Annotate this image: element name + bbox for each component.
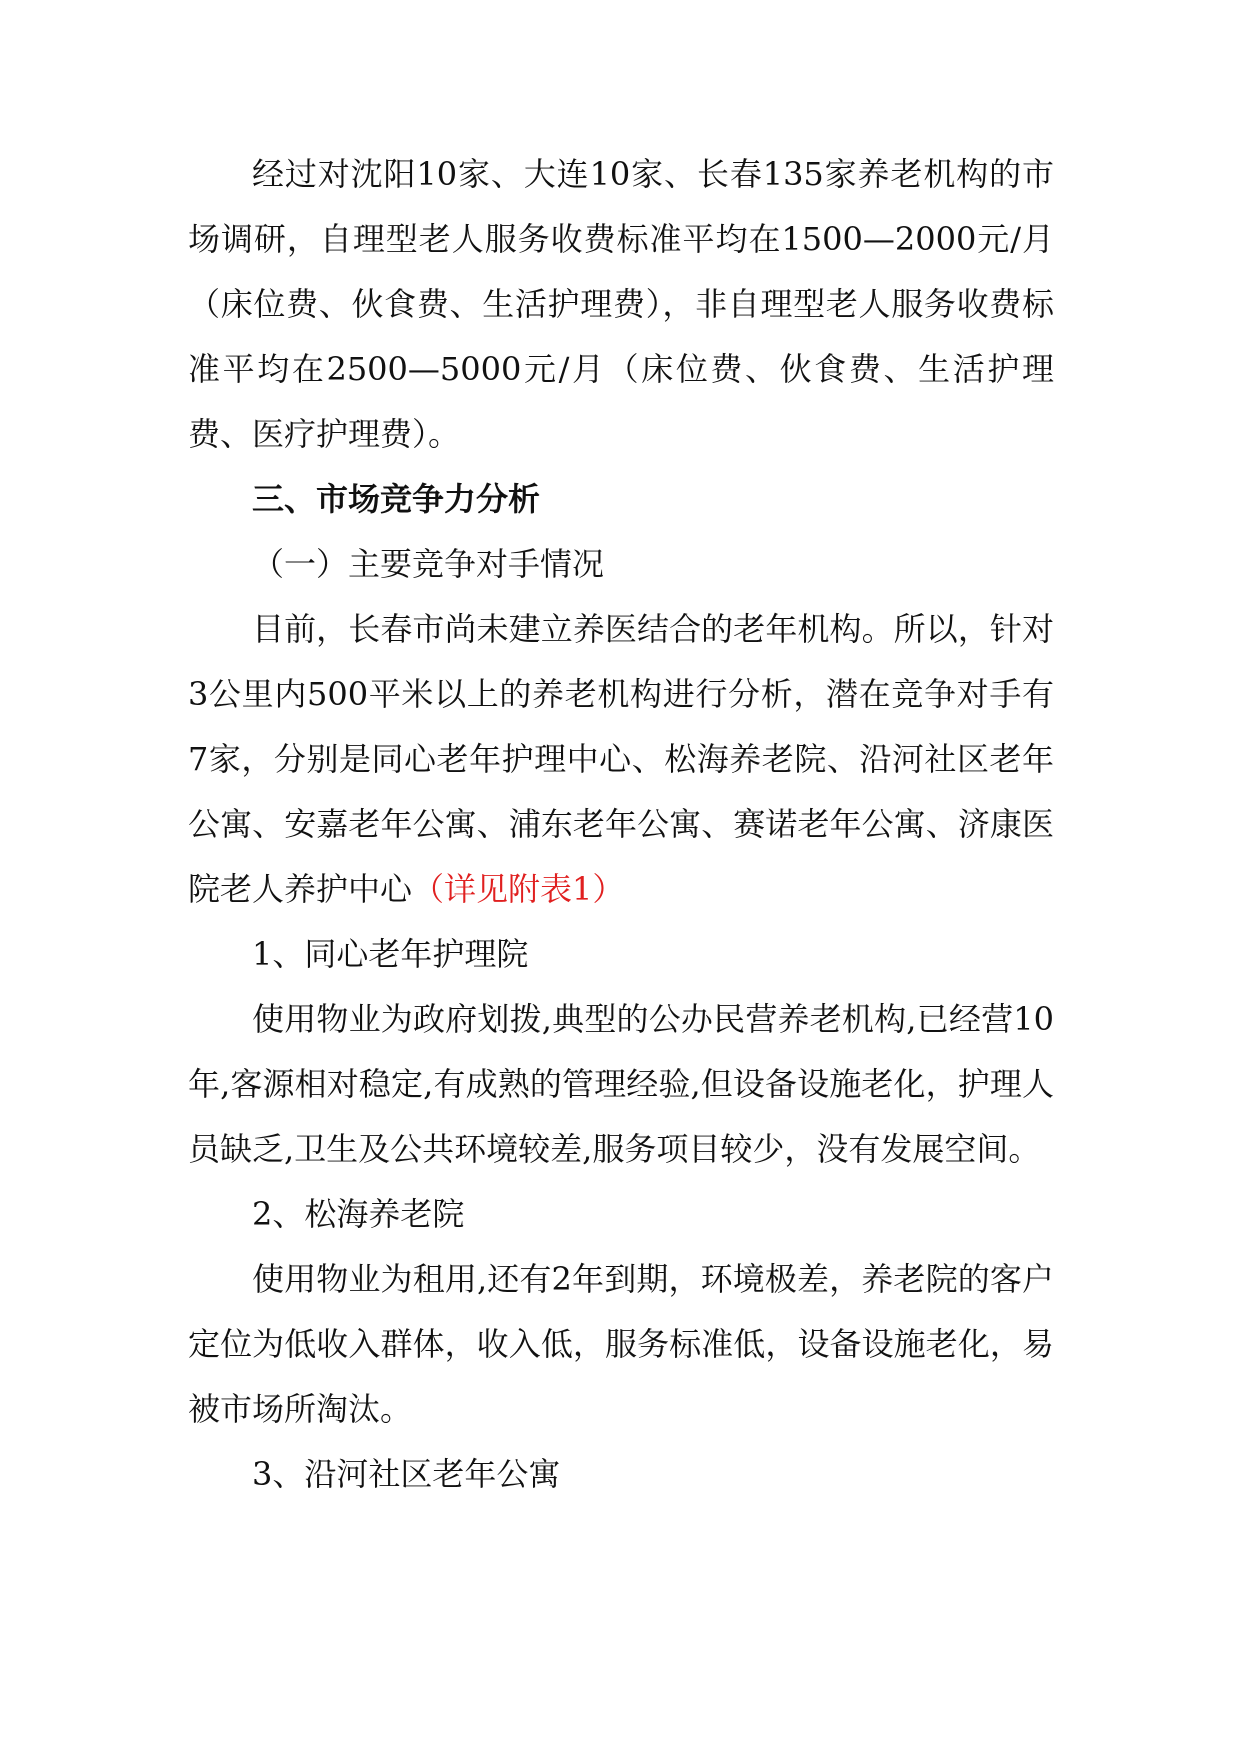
competitor-2-title: 2、松海养老院 bbox=[252, 1195, 465, 1233]
section-heading-competitiveness: 三、市场竞争力分析 bbox=[252, 480, 541, 518]
market-survey-paragraph: 经过对沈阳10家、大连10家、长春135家养老机构的市场调研，自理型老人服务收费标准平均在1500—2000元/月（床位费、伙食费、生活护理费），非自理型老人服务收费标准平均在2500—5000元/月（床位费、伙食费、生活护理费、医疗护理费）。 bbox=[188, 155, 1054, 453]
competitor-2-description: 使用物业为租用,还有2年到期，环境极差，养老院的客户定位为低收入群体，收入低，服务标准低，设备设施老化，易被市场所淘汰。 bbox=[188, 1260, 1054, 1428]
document-body bbox=[188, 142, 1054, 1507]
competitors-overview-paragraph bbox=[188, 597, 1054, 922]
competitor-1-description: 使用物业为政府划拨,典型的公办民营养老机构,已经营10年,客源相对稳定,有成熟的管理经验,但设备设施老化，护理人员缺乏,卫生及公共环境较差,服务项目较少，没有发展空间。 bbox=[188, 1000, 1054, 1168]
appendix-reference: （详见附表1） bbox=[412, 870, 625, 908]
subsection-heading-competitors: （一）主要竞争对手情况 bbox=[252, 545, 605, 583]
competitors-overview-text: 目前，长春市尚未建立养医结合的老年机构。所以，针对3公里内500平米以上的养老机构进行分析，潜在竞争对手有7家，分别是同心老年护理中心、松海养老院、沿河社区老年公寓、安嘉老年公寓、浦东老年公寓、赛诺老年公寓、济康医院老人养护中心 bbox=[188, 610, 1054, 908]
competitor-1-title: 1、同心老年护理院 bbox=[252, 935, 529, 973]
competitor-3-title: 3、沿河社区老年公寓 bbox=[252, 1455, 561, 1493]
